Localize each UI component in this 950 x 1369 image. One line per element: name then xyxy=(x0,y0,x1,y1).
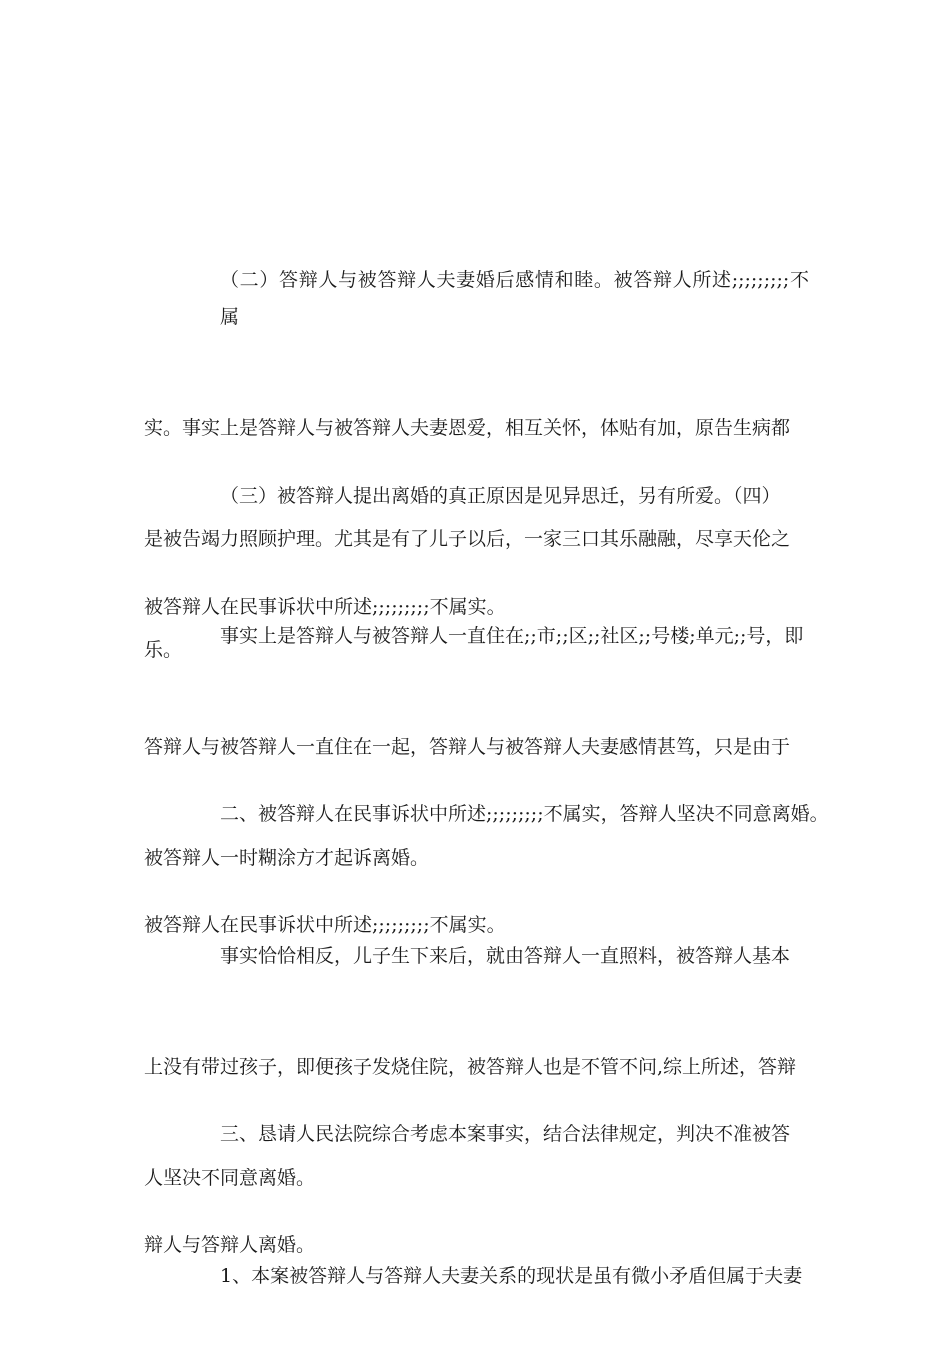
text-line: 三、恳请人民法院综合考虑本案事实，结合法律规定，判决不准被答 xyxy=(220,1123,791,1145)
text-line: 人坚决不同意离婚。 xyxy=(144,1167,316,1189)
text-line: （三）被答辩人提出离婚的真正原因是见异思迁，另有所爱。（四） xyxy=(220,485,781,507)
text-line: 是被告竭力照顾护理。尤其是有了儿子以后，一家三口其乐融融，尽享天伦之 xyxy=(144,528,791,550)
text-line: （二）答辩人与被答辩人夫妻婚后感情和睦。被答辩人所述;;;;;;;;;不属 xyxy=(220,269,809,328)
text-line: 事实恰恰相反，儿子生下来后，就由答辩人一直照料，被答辩人基本 xyxy=(220,945,791,967)
text-line: 答辩人与被答辩人一直住在一起，答辩人与被答辩人夫妻感情甚笃，只是由于 xyxy=(144,736,791,758)
paragraph-item-one xyxy=(144,1184,809,1369)
text-line: 二、被答辩人在民事诉状中所述;;;;;;;;;不属实，答辩人坚决不同意离婚。 xyxy=(220,803,829,825)
text-line: 1、本案被答辩人与答辩人夫妻关系的现状是虽有微小矛盾但属于夫妻 xyxy=(220,1265,803,1287)
text-line: 上没有带过孩子，即便孩子发烧住院，被答辩人也是不管不问,综上所述，答辩 xyxy=(144,1056,797,1078)
text-line: 被答辩人一时糊涂方才起诉离婚。 xyxy=(144,847,430,869)
text-line: 辩人与答辩人离婚。 xyxy=(144,1234,316,1256)
text-line: 被答辩人在民事诉状中所述;;;;;;;;;不属实。 xyxy=(144,596,506,618)
text-line: 实。事实上是答辩人与被答辩人夫妻恩爱，相互关怀，体贴有加，原告生病都 xyxy=(144,417,791,439)
text-line: 乐。 xyxy=(144,639,183,661)
text-line: 被答辩人在民事诉状中所述;;;;;;;;;不属实。 xyxy=(144,914,506,936)
text-line: 事实上是答辩人与被答辩人一直住在;;市;;区;;社区;;号楼;单元;;号，即 xyxy=(220,625,804,647)
